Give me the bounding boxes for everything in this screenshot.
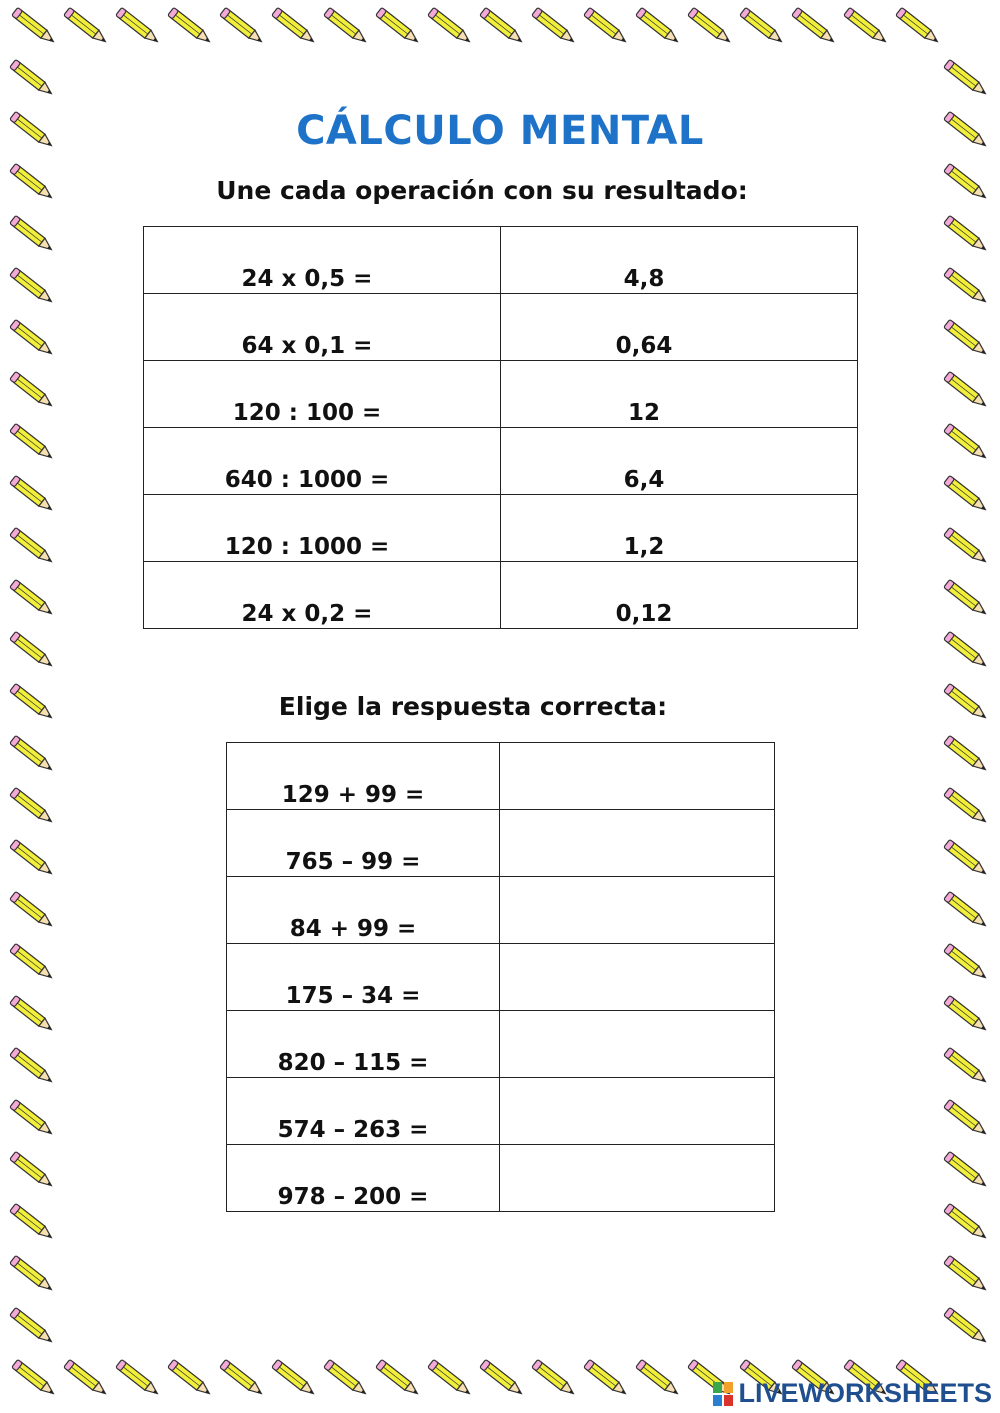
answer-field[interactable] [500, 743, 775, 810]
pencil-icon [940, 318, 996, 362]
table-row [227, 1011, 775, 1078]
pencil-icon [736, 6, 792, 50]
pencil-icon [164, 1358, 220, 1402]
answer-field[interactable] [500, 877, 775, 944]
pencil-icon [268, 6, 324, 50]
pencil-icon [6, 318, 62, 362]
operation-cell: 84 + 99 = [227, 877, 500, 944]
answer-field[interactable] [500, 944, 775, 1011]
matching-table [143, 226, 858, 629]
pencil-icon [6, 266, 62, 310]
answer-table [226, 742, 775, 1212]
pencil-icon [8, 1358, 64, 1402]
pencil-icon [6, 994, 62, 1038]
pencil-icon [6, 890, 62, 934]
operation-cell[interactable]: 24 x 0,2 = [144, 562, 501, 629]
pencil-icon [580, 1358, 636, 1402]
pencil-icon [940, 370, 996, 414]
pencil-icon [424, 1358, 480, 1402]
pencil-icon [372, 1358, 428, 1402]
operation-cell[interactable]: 120 : 1000 = [144, 495, 501, 562]
pencil-icon [840, 6, 896, 50]
pencil-icon [940, 994, 996, 1038]
pencil-icon [372, 6, 428, 50]
pencil-icon [940, 1046, 996, 1090]
pencil-icon [6, 1306, 62, 1350]
pencil-icon [6, 422, 62, 466]
pencil-icon [940, 422, 996, 466]
pencil-icon [6, 1150, 62, 1194]
pencil-icon [112, 6, 168, 50]
pencil-icon [940, 1150, 996, 1194]
answer-field[interactable] [500, 1145, 775, 1212]
pencil-icon [684, 6, 740, 50]
liveworksheets-brand[interactable] [712, 1378, 992, 1409]
pencil-icon [632, 1358, 688, 1402]
pencil-icon [216, 6, 272, 50]
pencil-icon [6, 1098, 62, 1142]
pencil-icon [940, 942, 996, 986]
operation-cell: 765 – 99 = [227, 810, 500, 877]
pencil-icon [268, 1358, 324, 1402]
pencil-icon [528, 6, 584, 50]
pencil-icon [6, 526, 62, 570]
pencil-icon [940, 838, 996, 882]
pencil-icon [6, 1046, 62, 1090]
pencil-icon [320, 6, 376, 50]
table-row [144, 428, 858, 495]
table-row [144, 227, 858, 294]
operation-cell: 175 – 34 = [227, 944, 500, 1011]
pencil-icon [112, 1358, 168, 1402]
pencil-icon [424, 6, 480, 50]
operation-cell: 820 – 115 = [227, 1011, 500, 1078]
pencil-icon [6, 370, 62, 414]
operation-cell[interactable]: 64 x 0,1 = [144, 294, 501, 361]
operation-cell: 978 – 200 = [227, 1145, 500, 1212]
pencil-icon [940, 1098, 996, 1142]
section1-instruction: Une cada operación con su resultado: [216, 176, 748, 205]
pencil-icon [476, 6, 532, 50]
result-cell[interactable]: 6,4 [501, 428, 858, 495]
pencil-icon [940, 266, 996, 310]
pencil-icon [216, 1358, 272, 1402]
table-row [227, 810, 775, 877]
answer-field[interactable] [500, 810, 775, 877]
pencil-icon [6, 214, 62, 258]
table-row [144, 562, 858, 629]
table-row [144, 294, 858, 361]
result-cell[interactable]: 0,12 [501, 562, 858, 629]
pencil-icon [8, 6, 64, 50]
pencil-icon [164, 6, 220, 50]
pencil-icon [940, 58, 996, 102]
pencil-icon [6, 58, 62, 102]
pencil-icon [940, 1202, 996, 1246]
pencil-icon [940, 578, 996, 622]
pencil-icon [632, 6, 688, 50]
pencil-icon [580, 6, 636, 50]
operation-cell: 129 + 99 = [227, 743, 500, 810]
pencil-icon [940, 1306, 996, 1350]
pencil-icon [940, 786, 996, 830]
section2-instruction: Elige la respuesta correcta: [278, 692, 668, 721]
pencil-icon [6, 578, 62, 622]
pencil-icon [476, 1358, 532, 1402]
pencil-icon [6, 734, 62, 778]
pencil-icon [6, 838, 62, 882]
table-row [227, 743, 775, 810]
pencil-icon [6, 786, 62, 830]
result-cell[interactable]: 1,2 [501, 495, 858, 562]
table-row [227, 944, 775, 1011]
liveworksheets-logo-icon [712, 1381, 734, 1407]
pencil-icon [940, 1254, 996, 1298]
pencil-icon [940, 526, 996, 570]
pencil-icon [892, 6, 948, 50]
pencil-icon [940, 630, 996, 674]
pencil-icon [320, 1358, 376, 1402]
table-row [227, 877, 775, 944]
pencil-icon [940, 474, 996, 518]
pencil-icon [940, 734, 996, 778]
pencil-icon [60, 1358, 116, 1402]
page-title: CÁLCULO MENTAL [296, 108, 704, 154]
brand-name: LIVEWORKSHEETS [738, 1378, 992, 1408]
table-row [144, 361, 858, 428]
operation-cell[interactable]: 24 x 0,5 = [144, 227, 501, 294]
pencil-icon [528, 1358, 584, 1402]
answer-field[interactable] [500, 1011, 775, 1078]
pencil-icon [6, 474, 62, 518]
result-cell[interactable]: 12 [501, 361, 858, 428]
pencil-icon [940, 890, 996, 934]
operation-cell[interactable]: 640 : 1000 = [144, 428, 501, 495]
result-cell[interactable]: 4,8 [501, 227, 858, 294]
table-row [227, 1078, 775, 1145]
table-row [227, 1145, 775, 1212]
pencil-icon [6, 1202, 62, 1246]
operation-cell: 574 – 263 = [227, 1078, 500, 1145]
pencil-icon [6, 630, 62, 674]
pencil-icon [788, 6, 844, 50]
result-cell[interactable]: 0,64 [501, 294, 858, 361]
pencil-icon [6, 1254, 62, 1298]
pencil-icon [6, 942, 62, 986]
operation-cell[interactable]: 120 : 100 = [144, 361, 501, 428]
table-row [144, 495, 858, 562]
answer-field[interactable] [500, 1078, 775, 1145]
pencil-icon [940, 214, 996, 258]
pencil-icon [60, 6, 116, 50]
